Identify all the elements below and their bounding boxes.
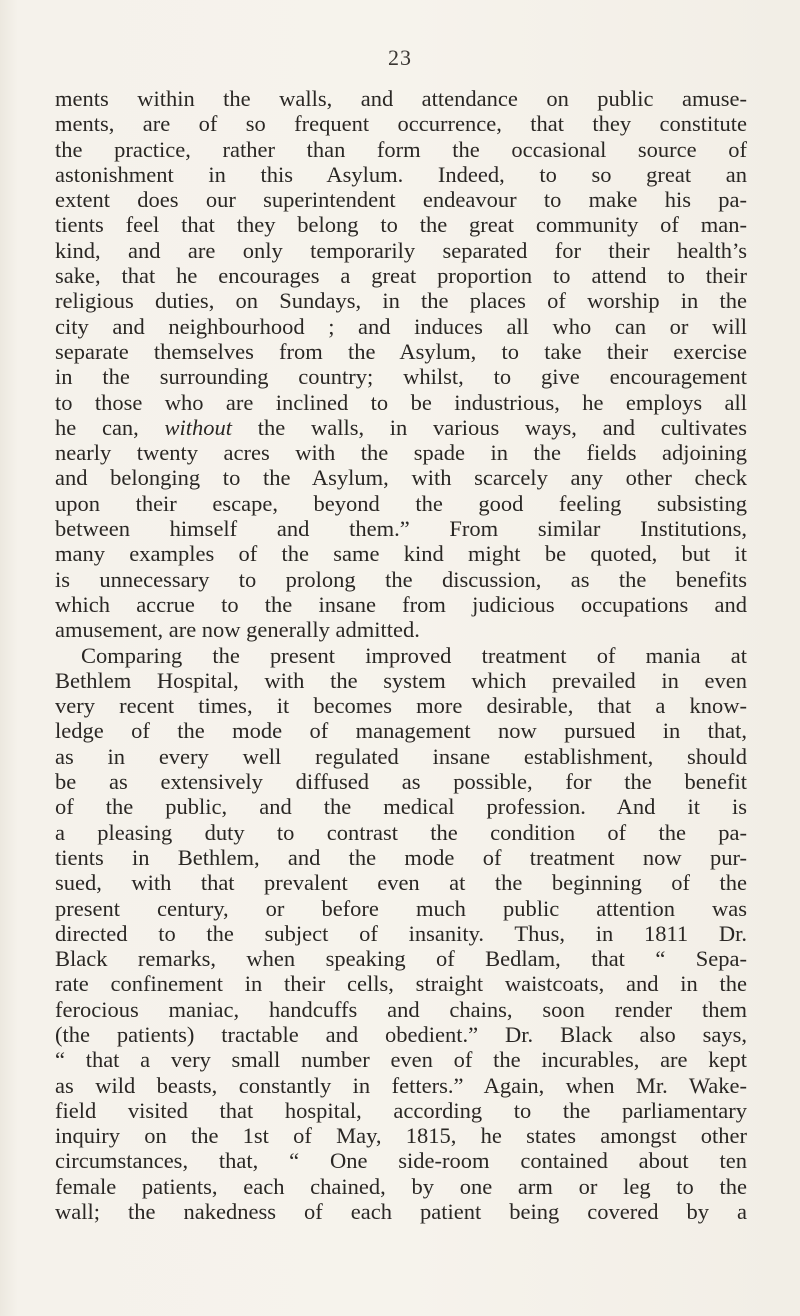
text-line: astonishment in this Asylum. Indeed, to so great an (55, 161, 747, 187)
text-line: rate confinement in their cells, straight waistcoats, and in the (55, 971, 747, 997)
text-line: the practice, rather than form the occasional source of (55, 136, 747, 162)
text-line-paragraph-end: amusement, are now generally admitted. (55, 617, 420, 643)
text-line: ments, are of so frequent occurrence, that they constitute (55, 111, 747, 137)
text-line: circumstances, that, “ One side-room contained about ten (55, 1148, 747, 1174)
text-line: directed to the subject of insanity. Thus, in 1811 Dr. (55, 920, 747, 946)
text-line: ledge of the mode of management now pursued in that, (55, 718, 747, 744)
text-line: between himself and them.” From similar Institutions, (55, 516, 747, 542)
text-line: sued, with that prevalent even at the beginning of the (55, 870, 747, 896)
text-line: nearly twenty acres with the spade in the fields adjoining (55, 440, 747, 466)
text-line: sake, that he encourages a great proportion to attend to their (55, 263, 747, 289)
text-line: in the surrounding country; whilst, to give encouragement (55, 364, 747, 390)
text-line: tients feel that they belong to the great community of man- (55, 212, 747, 238)
text-line: separate themselves from the Asylum, to take their exercise (55, 338, 747, 364)
text-line: many examples of the same kind might be quoted, but it (55, 541, 747, 567)
text-line: religious duties, on Sundays, in the places of worship in the (55, 288, 747, 314)
text-line: present century, or before much public attention was (55, 895, 747, 921)
text-line-with-emphasis (55, 415, 747, 440)
text-line: as wild beasts, constantly in fetters.” Again, when Mr. Wake- (55, 1072, 747, 1098)
text-line: which accrue to the insane from judicious occupations and (55, 591, 747, 617)
text-line: be as extensively diffused as possible, for the benefit (55, 769, 747, 795)
text-line: and belonging to the Asylum, with scarcely any other check (55, 465, 747, 491)
text-line: ments within the walls, and attendance on public amuse- (55, 86, 747, 111)
text-line: field visited that hospital, according to the parliamentary (55, 1097, 747, 1123)
text-line-paragraph-start: Comparing the present improved treatment of mania at (81, 642, 747, 668)
text-segment: he can, (55, 414, 165, 440)
text-line: tients in Bethlem, and the mode of treatment now pur- (55, 844, 747, 870)
text-line: Black remarks, when speaking of Bedlam, that “ Sepa- (55, 946, 747, 972)
text-line: of the public, and the medical profession. And it is (55, 794, 747, 820)
text-line: (the patients) tractable and obedient.” Dr. Black also says, (55, 1021, 747, 1047)
text-line: city and neighbourhood ; and induces all who can or will (55, 313, 747, 339)
text-line: is unnecessary to prolong the discussion, as the benefits (55, 566, 747, 592)
text-line: to those who are inclined to be industrious, he employs all (55, 389, 747, 415)
text-line: very recent times, it becomes more desirable, that a know- (55, 693, 747, 719)
text-line: as in every well regulated insane establishment, should (55, 743, 747, 769)
text-line: inquiry on the 1st of May, 1815, he states amongst other (55, 1123, 747, 1149)
text-line: “ that a very small number even of the incurables, are kept (55, 1047, 747, 1073)
body-text (55, 86, 747, 1224)
emphasized-word: without (164, 414, 233, 440)
text-line: Bethlem Hospital, with the system which prevailed in even (55, 667, 747, 693)
text-line: ferocious maniac, handcuffs and chains, soon render them (55, 996, 747, 1022)
text-line: a pleasing duty to contrast the condition of the pa- (55, 819, 747, 845)
text-line: upon their escape, beyond the good feeling subsisting (55, 490, 747, 516)
text-line: kind, and are only temporarily separated for their health’s (55, 237, 747, 263)
text-line: female patients, each chained, by one arm or leg to the (55, 1173, 747, 1199)
text-line: wall; the nakedness of each patient being covered by a (55, 1199, 747, 1225)
page-number: 23 (388, 45, 412, 70)
text-line: extent does our superintendent endeavour to make his pa- (55, 187, 747, 213)
text-segment: the walls, in various ways, and cultivates (232, 414, 747, 440)
